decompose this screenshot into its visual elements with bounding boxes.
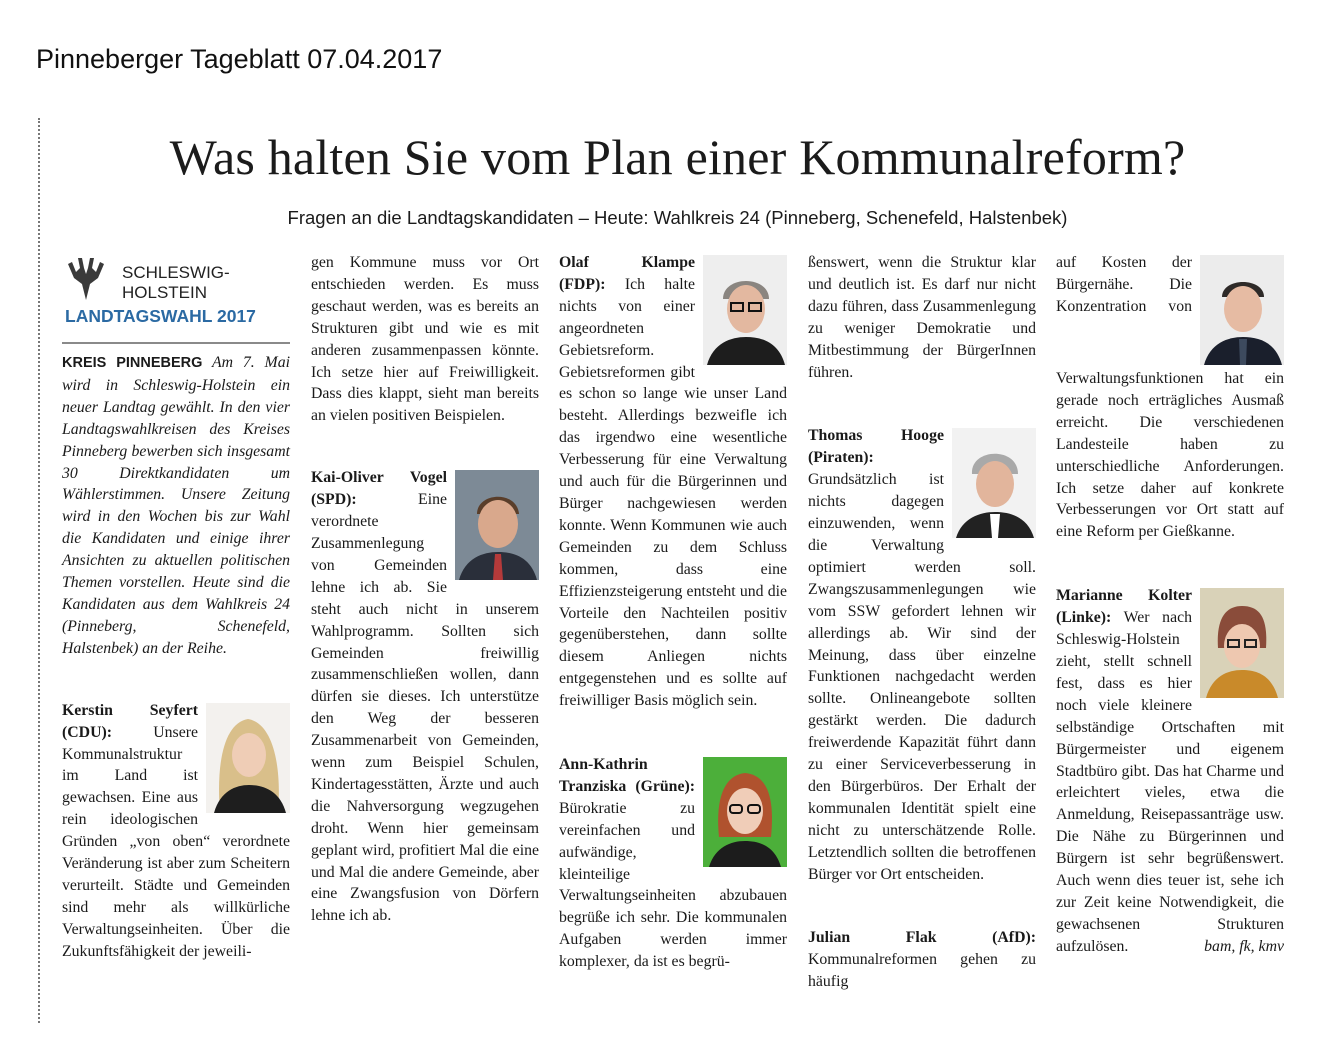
- logo-text-holstein: HOLSTEIN: [122, 283, 208, 302]
- answer-flak-continued: auf Kosten der Bürgernähe. Die Konzentration von Verwaltungsfunktionen hat ein gerade noch erträgliches Ausmaß erreicht. Die verschiedenen Landesteile haben zu unterschiedliche Anforderungen. Ich setze daher auf konkrete Verbesserungen vor Ort statt auf eine Reform per Gießkanne.: [1056, 254, 1284, 541]
- column-divider: [38, 118, 40, 1023]
- stag-icon: [64, 254, 108, 304]
- answer-text-seyfert: Unsere Kommunalstruktur im Land ist gewachsen. Eine aus rein ideologischen Gründen „von oben“ verordnete Veränderung ist aber zum Scheitern verurteilt. Städte und Gemeinden sind mehr als willkürliche Verwaltungseinheiten. Über die Zukunftsfähigkeit der jeweili-: [62, 723, 290, 960]
- source-line: Pinneberger Tageblatt 07.04.2017: [36, 44, 443, 74]
- answer-flak: [808, 927, 1036, 993]
- portrait-seyfert: [206, 703, 290, 813]
- portrait-vogel: [455, 470, 539, 580]
- subheadline: Fragen an die Landtagskandidaten – Heute: Wahlkreis 24 (Pinneberg, Schenefeld, Halstenbek): [287, 207, 1068, 228]
- portrait-klampe: [703, 255, 787, 365]
- article-column-4: [808, 252, 1036, 993]
- candidate-name-klampe: Olaf Klampe (FDP):: [559, 254, 695, 293]
- answer-text-flak: Kommunalreformen gehen zu häufig: [808, 951, 1036, 991]
- article-column-2: [311, 252, 539, 927]
- portrait-kolter: [1200, 588, 1284, 698]
- candidate-name-tranziska: Ann-Kathrin Tranziska (Grüne):: [559, 756, 695, 795]
- headline: Was halten Sie vom Plan einer Kommunalreform?: [169, 129, 1186, 185]
- answer-text-klampe: Ich halte nichts von einer angeordneten Gebietsreform. Gebietsreformen gibt es schon so lange wie unser Land besteht. Allerdings bezweifle ich das irgendwo eine wesentliche Verbesserung für eine Verwaltung und auch für die Bürgerinnen und Bürger nachgewiesen werden konnte. Wenn Kommunen wie auch Gemeinden zu dem Schluss kommen, dass eine Effizienzsteigerung entsteht und die Vorteile den Nachteilen positiv gegenüberstehen, dann sollte diesem Anliegen nichts entgegenstehen und es sollte auf freiwilliger Basis möglich sein.: [559, 275, 787, 710]
- intro-paragraph: [62, 352, 290, 660]
- answer-seyfert-continued: gen Kommune muss vor Ort entschieden werden. Es muss geschaut werden, was es bereits an Strukturen gibt und wie es mit anderen zusammenpassen könnte. Ich setze hier auf Freiwilligkeit. Dass dies klappt, sieht man bereits an vielen positiven Beispielen.: [311, 254, 539, 425]
- dateline: KREIS PINNEBERG: [62, 355, 203, 371]
- author-credit: bam, fk, kmv: [1204, 937, 1284, 955]
- portrait-flak: [1200, 255, 1284, 365]
- intro-text: Am 7. Mai wird in Schleswig-Holstein ein neuer Landtag gewählt. In den vier Landtagswahlkreisen des Kreises Pinneberg bewerben sich insgesamt 30 Direktkandidaten um Wählerstimmen. Unsere Zeitung wird in den Wochen bis zur Wahl die Kandidaten und einige ihrer Ansichten zu aktuellen politischen Themen vorstellen. Heute sind die Kandidaten aus dem Wahlkreis 24 (Pinneberg, Schenefeld, Halstenbek) an der Reihe.: [62, 354, 290, 657]
- answer-text-kolter: Wer nach Schleswig-Holstein zieht, stellt schnell fest, dass es hier noch viele kleinere selbständige Ortschaften mit Bürgermeister und eigenem Stadtbüro gibt. Das hat Charme und erleichtert vieles, etwa die Anmeldung, Reisepassanträge usw. Die Nähe zu Bürgerinnen und Bürgern ist sehr begrüßenswert. Auch wenn dies teuer ist, sehe ich zur Zeit keine Notwendigkeit, die gewachsenen Strukturen aufzulösen.: [1056, 609, 1284, 955]
- answer-text-hooge: Grundsätzlich ist nichts dagegen einzuwenden, wenn die Verwaltung optimiert werden soll. Zwangszusammenlegungen wie vom SSW gefordert lehnen wir allerdings ab. Wir sind der Meinung, dass über einzelne Funktionen nachgedacht werden sollte. Onlineangebote sollten gestärkt werden. Die dadurch freiwerdende Kapazität führt dann zu einer Serviceverbesserung in den Bürgerbüros. Der Erhalt der kommunalen Identität spielt eine nicht zu unterschätzende Rolle. Letztendlich sollten die betroffenen Bürger vor Ort entscheiden.: [808, 471, 1036, 883]
- article-column-3: [559, 252, 787, 973]
- candidate-name-hooge: Thomas Hooge (Piraten):: [808, 427, 944, 467]
- article-column-5: [1056, 252, 1284, 958]
- answer-tranziska-continued: ßenswert, wenn die Struktur klar und deutlich ist. Es darf nur nicht dazu führen, dass Zusammenlegung zu weniger Demokratie und Mitbestimmung der BürgerInnen führen.: [808, 254, 1036, 381]
- candidate-name-flak: Julian Flak (AfD):: [808, 929, 1036, 947]
- logo-text-schleswig: SCHLESWIG-: [122, 263, 230, 282]
- candidate-name-seyfert: Kerstin Seyfert (CDU):: [62, 701, 198, 741]
- answer-text-vogel: Eine verordnete Zusammenlegung von Gemeinden lehne ich ab. Sie steht auch nicht in unserem Wahlprogramm. Sollten sich Gemeinden freiwillig zusammenschließen wollen, dann dürfen sie dieses. Ich unterstütze den Weg der besseren Zusammenarbeit von Gemeinden, wenn zum Beispiel Schulen, Kindertagesstätten, Ärzte und auch die Nahversorgung wegzugehen droht. Wenn hier gemeinsam geplant wird, profitiert Mal die eine und Mal die andere Gemeinde, aber eine Zwangsfusion von Dörfern lehne ich ab.: [311, 491, 539, 925]
- portrait-tranziska: [703, 757, 787, 867]
- candidate-name-vogel: Kai-Oliver Vogel (SPD):: [311, 469, 447, 509]
- logo-text-landtagswahl: LANDTAGSWAHL 2017: [65, 306, 256, 326]
- article-column-1: [62, 252, 290, 963]
- answer-text-tranziska: Bürokratie zu vereinfachen und aufwändige, kleinteilige Verwaltungseinheiten abzubauen begrüße ich sehr. Die kommunalen Aufgaben werden immer komplexer, da ist es begrü-: [559, 799, 787, 971]
- election-logo: [62, 252, 290, 344]
- portrait-hooge: [952, 428, 1036, 538]
- candidate-name-kolter: Marianne Kolter (Linke):: [1056, 587, 1192, 627]
